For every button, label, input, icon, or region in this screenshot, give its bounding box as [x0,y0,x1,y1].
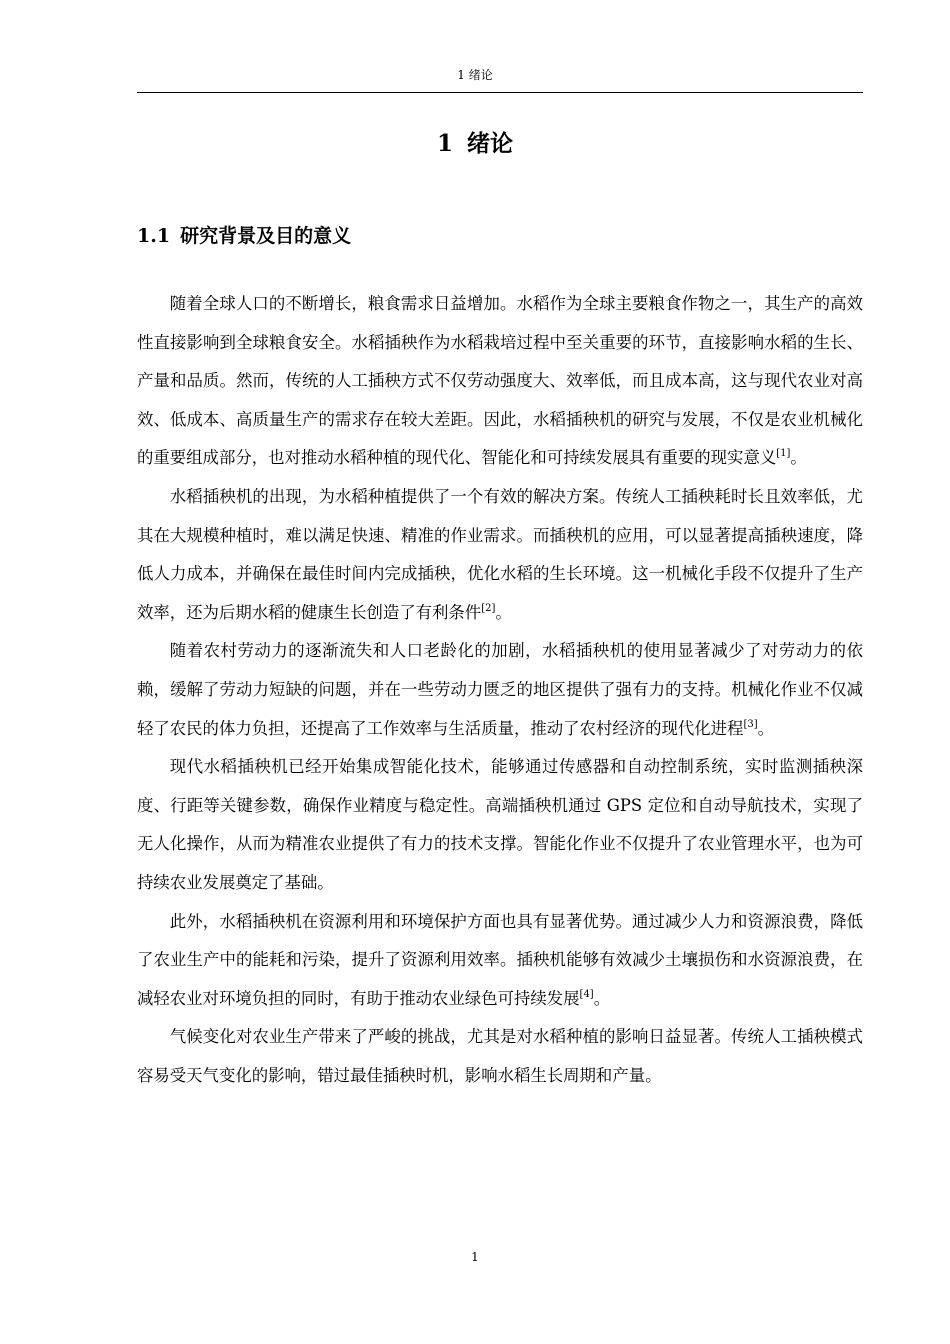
paragraph-text: 气候变化对农业生产带来了严峻的挑战，尤其是对水稻种植的影响日益显著。传统人工插秧模式容易受天气变化的影响，错过最佳插秧时机，影响水稻生长周期和产量。 [137,1027,863,1085]
paragraph-2 [137,478,863,632]
paragraph-tail: 。 [593,988,611,1008]
running-header: 1 绪论 [457,68,493,82]
paragraph-text: 现代水稻插秧机已经开始集成智能化技术，能够通过传感器和自动控制系统，实时监测插秧深度、行距等关键参数，确保作业精度与稳定性。高端插秧机通过 GPS 定位和自动导航技术，实现了无人化操作，从而为精准农业提供了有力的技术支撑。智能化作业不仅提升了农业管理水平，也为可持续农业发展奠定了基础。 [137,757,863,892]
chapter-title-text: 绪论 [467,130,514,157]
citation-ref: [3] [743,718,758,730]
page-number: 1 [471,1250,479,1264]
paragraph-text: 随着农村劳动力的逐渐流失和人口老龄化的加剧，水稻插秧机的使用显著减少了对劳动力的依赖，缓解了劳动力短缺的问题，并在一些劳动力匮乏的地区提供了强有力的支持。机械化作业不仅减轻了农民的体力负担，还提高了工作效率与生活质量，推动了农村经济的现代化进程 [137,641,863,738]
paragraph-tail: 。 [495,602,512,622]
paragraph-4 [137,748,863,902]
paragraph-tail: 。 [757,718,775,738]
paragraph-text: 此外，水稻插秧机在资源利用和环境保护方面也具有显著优势。通过减少人力和资源浪费，降低了农业生产中的能耗和污染，提升了资源利用效率。插秧机能够有效减少土壤损伤和水资源浪费，在减轻农业对环境负担的同时，有助于推动农业绿色可持续发展 [137,911,863,1008]
citation-ref: [4] [579,988,594,1000]
paragraph-text: 随着全球人口的不断增长，粮食需求日益增加。水稻作为全球主要粮食作物之一，其生产的高效性直接影响到全球粮食安全。水稻插秧作为水稻栽培过程中至关重要的环节，直接影响水稻的生长、产量和品质。然而，传统的人工插秧方式不仅劳动强度大、效率低，而且成本高，这与现代农业对高效、低成本、高质量生产的需求存在较大差距。因此，水稻插秧机的研究与发展，不仅是农业机械化的重要组成部分，也对推动水稻种植的现代化、智能化和可持续发展具有重要的现实意义 [137,294,863,468]
paragraph-1 [137,285,863,478]
body-text [137,285,863,1095]
chapter-title [0,126,950,162]
paragraph-6 [137,1018,863,1095]
chapter-number: 1 [436,130,453,157]
section-title [137,220,351,252]
header-rule [137,92,863,93]
paragraph-text: 水稻插秧机的出现，为水稻种植提供了一个有效的解决方案。传统人工插秧耗时长且效率低，尤其在大规模种植时，难以满足快速、精准的作业需求。而插秧机的应用，可以显著提高插秧速度，降低人力成本，并确保在最佳时间内完成插秧，优化水稻的生长环境。这一机械化手段不仅提升了生产效率，还为后期水稻的健康生长创造了有利条件 [137,486,863,622]
citation-ref: [2] [481,602,496,614]
section-number: 1.1 [137,225,171,247]
paragraph-5 [137,903,863,1019]
paragraph-tail: 。 [790,448,807,468]
citation-ref: [1] [776,448,791,460]
section-title-text: 研究背景及目的意义 [180,225,352,247]
paragraph-3 [137,632,863,748]
